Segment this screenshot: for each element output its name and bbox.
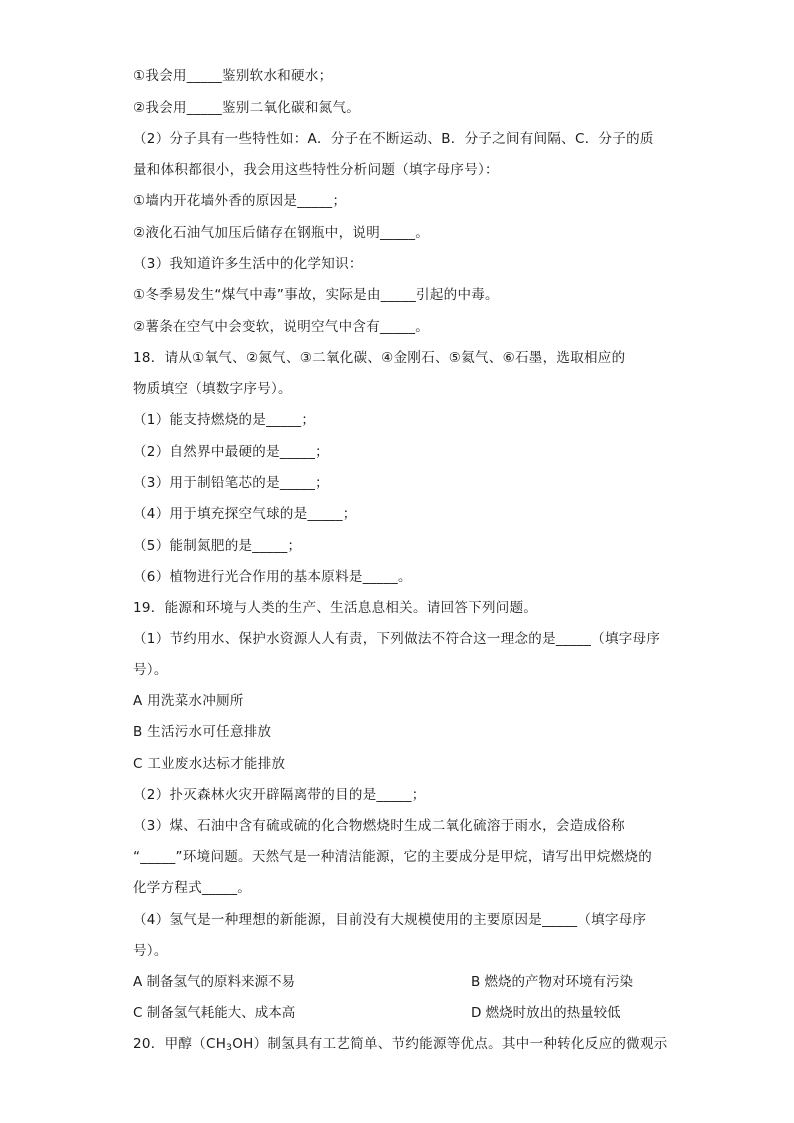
q20-text-after: OH）制氢具有工艺简单、节约能源等优点。其中一种转化反应的微观示 [232,1036,668,1052]
text-line: ②薯条在空气中会变软，说明空气中含有_____。 [133,319,430,335]
text-line: （2）自然界中最硬的是_____； [133,444,329,460]
text-line: （3）我知道许多生活中的化学知识： [133,256,363,272]
question-20-line [133,1035,668,1053]
option-right: D 燃烧时放出的热量较低 [471,1005,621,1021]
text-line: 18．请从①氧气、②氮气、③二氧化碳、④金刚石、⑤氦气、⑥石墨，选取相应的 [133,350,626,366]
text-line: （1）节约用水、保护水资源人人有责，下列做法不符合这一理念的是_____（填字母序 [133,631,661,647]
text-line: 号）。 [133,662,168,678]
option-row [133,1004,663,1022]
text-line: ①我会用_____鉴别软水和硬水； [133,68,333,84]
text-line: ②我会用_____鉴别二氧化碳和氮气。 [133,100,361,116]
text-line: ②液化石油气加压后储存在钢瓶中，说明_____。 [133,225,430,241]
text-line: 量和体积都很小，我会用这些特性分析问题（填字母序号）： [133,162,499,178]
text-line: （2）分子具有一些特性如：A．分子在不断运动、B．分子之间有间隔、C．分子的质 [133,131,654,147]
text-line: C 工业废水达标才能排放 [133,756,286,772]
text-line: （1）能支持燃烧的是_____； [133,412,316,428]
text-line: B 生活污水可任意排放 [133,724,272,740]
text-line: 化学方程式_____。 [133,880,252,896]
text-line: （3）煤、石油中含有硫或硫的化合物燃烧时生成二氧化硫溶于雨水，会造成俗称 [133,818,625,834]
text-line: 物质填空（填数字序号）。 [133,381,292,397]
text-line: （2）扑灭森林火灾开辟隔离带的目的是_____； [133,787,426,803]
option-left: C 制备氢气耗能大、成本高 [133,1005,296,1021]
text-line: A 用洗菜水冲厕所 [133,693,244,709]
text-line: 号）。 [133,943,168,959]
text-line: “_____”环境问题。天然气是一种清洁能源，它的主要成分是甲烷，请写出甲烷燃烧的 [133,849,653,865]
text-line: （4）氢气是一种理想的新能源，目前没有大规模使用的主要原因是_____（填字母序 [133,912,647,928]
text-line: （3）用于制铅笔芯的是_____； [133,475,329,491]
option-right: B 燃烧的产物对环境有污染 [471,974,634,990]
text-line: ①冬季易发生“煤气中毒”事故，实际是由_____引起的中毒。 [133,287,499,303]
text-line: ①墙内开花墙外香的原因是_____； [133,193,347,209]
text-line: （5）能制氮肥的是_____； [133,538,302,554]
q20-text-before: 20．甲醇（CH [133,1036,227,1052]
text-line: 19．能源和环境与人类的生产、生活息息相关。请回答下列问题。 [133,600,538,616]
text-line: （4）用于填充探空气球的是_____； [133,506,357,522]
option-left: A 制备氢气的原料来源不易 [133,974,296,990]
q20-subscript: 3 [226,1043,233,1053]
text-line: （6）植物进行光合作用的基本原料是_____。 [133,569,412,585]
option-row [133,973,663,991]
